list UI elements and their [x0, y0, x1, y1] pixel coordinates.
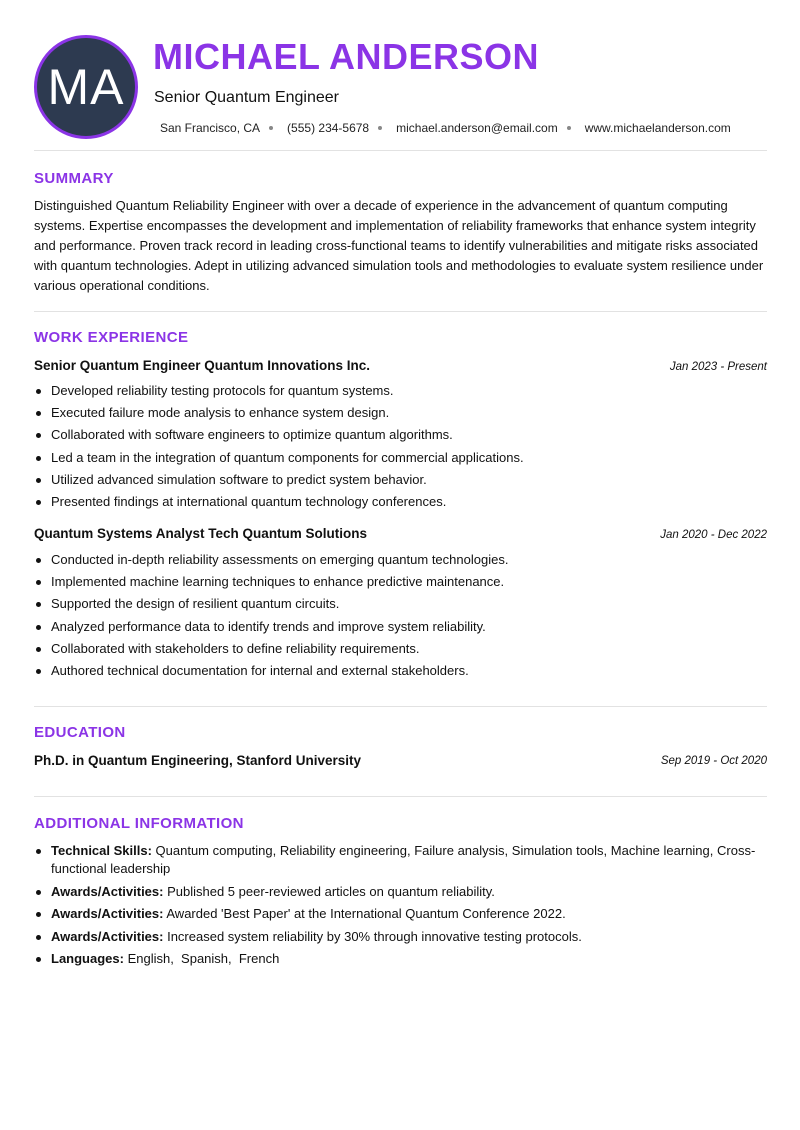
bullet-dot	[36, 669, 41, 674]
bullet-text: Utilized advanced simulation software to predict system behavior.	[51, 471, 427, 487]
list-item	[34, 928, 767, 946]
list-item	[34, 638, 767, 660]
avatar	[34, 35, 138, 139]
divider	[34, 150, 767, 151]
list-item	[34, 616, 767, 638]
item-label: Languages:	[51, 951, 124, 966]
list-item	[34, 549, 767, 571]
bullet-dot	[36, 602, 41, 607]
education-dates: Sep 2019 - Oct 2020	[660, 755, 767, 767]
bullet-text: Collaborated with software engineers to optimize quantum algorithms.	[51, 427, 453, 443]
bullet-dot	[36, 849, 41, 854]
job-title-company: Quantum Systems Analyst Tech Quantum Solutions	[34, 526, 368, 541]
item-label: Awards/Activities:	[51, 928, 164, 944]
list-item	[34, 660, 767, 682]
bullet-text: Executed failure mode analysis to enhance system design.	[51, 405, 390, 421]
bullet-text: Led a team in the integration of quantum components for commercial applications.	[51, 449, 524, 465]
bullet-dot	[36, 625, 41, 630]
list-item	[34, 950, 767, 968]
contact-email[interactable]: michael.anderson@email.com	[396, 121, 558, 135]
contact-location: San Francisco, CA	[160, 121, 261, 135]
item-text: Published 5 peer-reviewed articles on quantum reliability.	[163, 883, 495, 899]
item-text: Quantum computing, Reliability engineering, Failure analysis, Simulation tools, Machine learning, Cross-functional leadership	[51, 843, 756, 876]
item-text: Awarded 'Best Paper' at the International Quantum Conference 2022.	[163, 906, 566, 921]
divider	[34, 796, 767, 797]
bullet-dot	[36, 411, 41, 416]
bullet-dot	[36, 558, 41, 563]
contact-website[interactable]: www.michaelanderson.com	[584, 121, 731, 135]
bullet-dot	[36, 456, 41, 461]
list-item	[34, 905, 767, 923]
list-item	[34, 491, 767, 513]
bullet-text: Developed reliability testing protocols for quantum systems.	[51, 383, 394, 398]
bullet-text: Presented findings at international quantum technology conferences.	[51, 494, 447, 510]
item-text: Increased system reliability by 30% through innovative testing protocols.	[163, 928, 582, 944]
list-item	[34, 883, 767, 901]
job-title-company: Senior Quantum Engineer Quantum Innovations Inc.	[34, 358, 371, 373]
summary-text: Distinguished Quantum Reliability Engineer with over a decade of experience in the advancement of quantum computing systems. Expertise encompasses the development and implementation of reliability frameworks that enhance system integrity and performance. Proven track record in leading cross-functional teams to identify vulnerabilities and mitigate risks associated with quantum technologies. Adept in utilizing advanced simulation tools and methodologies to evaluate system resilience under various operational conditions.	[34, 198, 764, 293]
job-bullets	[34, 380, 767, 513]
bullet-dot	[36, 433, 41, 438]
job-bullets	[34, 549, 767, 682]
list-item	[34, 424, 767, 446]
contact-line	[160, 121, 731, 135]
job-dates: Jan 2023 - Present	[669, 361, 767, 373]
separator-dot	[567, 126, 571, 130]
contact-phone: (555) 234-5678	[287, 121, 370, 135]
summary-heading: SUMMARY	[34, 170, 114, 187]
bullet-dot	[36, 389, 41, 394]
bullet-text: Conducted in-depth reliability assessments on emerging quantum technologies.	[51, 552, 509, 567]
bullet-text: Collaborated with stakeholders to define reliability requirements.	[51, 640, 420, 656]
item-label: Awards/Activities:	[51, 906, 164, 921]
candidate-name: MICHAEL ANDERSON	[153, 36, 540, 77]
additional-info-list	[34, 842, 767, 973]
list-item	[34, 469, 767, 491]
item-label: Technical Skills:	[51, 843, 152, 858]
list-item	[34, 380, 767, 402]
candidate-title: Senior Quantum Engineer	[154, 89, 339, 106]
bullet-dot	[36, 935, 41, 940]
bullet-dot	[36, 647, 41, 652]
divider	[34, 311, 767, 312]
avatar-initials: MA	[47, 59, 125, 115]
list-item	[34, 593, 767, 615]
item-text: English, Spanish, French	[123, 951, 280, 966]
education-degree: Ph.D. in Quantum Engineering, Stanford University	[34, 753, 362, 768]
bullet-text: Authored technical documentation for internal and external stakeholders.	[51, 663, 469, 679]
work-experience-heading: WORK EXPERIENCE	[34, 329, 189, 346]
job-dates: Jan 2020 - Dec 2022	[660, 529, 767, 541]
bullet-dot	[36, 580, 41, 585]
separator-dot	[269, 126, 273, 130]
bullet-dot	[36, 478, 41, 483]
bullet-text: Analyzed performance data to identify trends and improve system reliability.	[51, 618, 486, 634]
education-heading: EDUCATION	[34, 724, 126, 741]
bullet-dot	[36, 912, 41, 917]
list-item	[34, 571, 767, 593]
list-item	[34, 447, 767, 469]
separator-dot	[378, 126, 382, 130]
bullet-dot	[36, 957, 41, 962]
bullet-text: Supported the design of resilient quantum circuits.	[51, 596, 340, 612]
additional-info-heading: ADDITIONAL INFORMATION	[34, 815, 244, 832]
list-item	[34, 842, 767, 878]
item-label: Awards/Activities:	[51, 883, 164, 899]
list-item	[34, 402, 767, 424]
bullet-text: Implemented machine learning techniques to enhance predictive maintenance.	[51, 574, 505, 590]
bullet-dot	[36, 890, 41, 895]
bullet-dot	[36, 500, 41, 505]
divider	[34, 706, 767, 707]
